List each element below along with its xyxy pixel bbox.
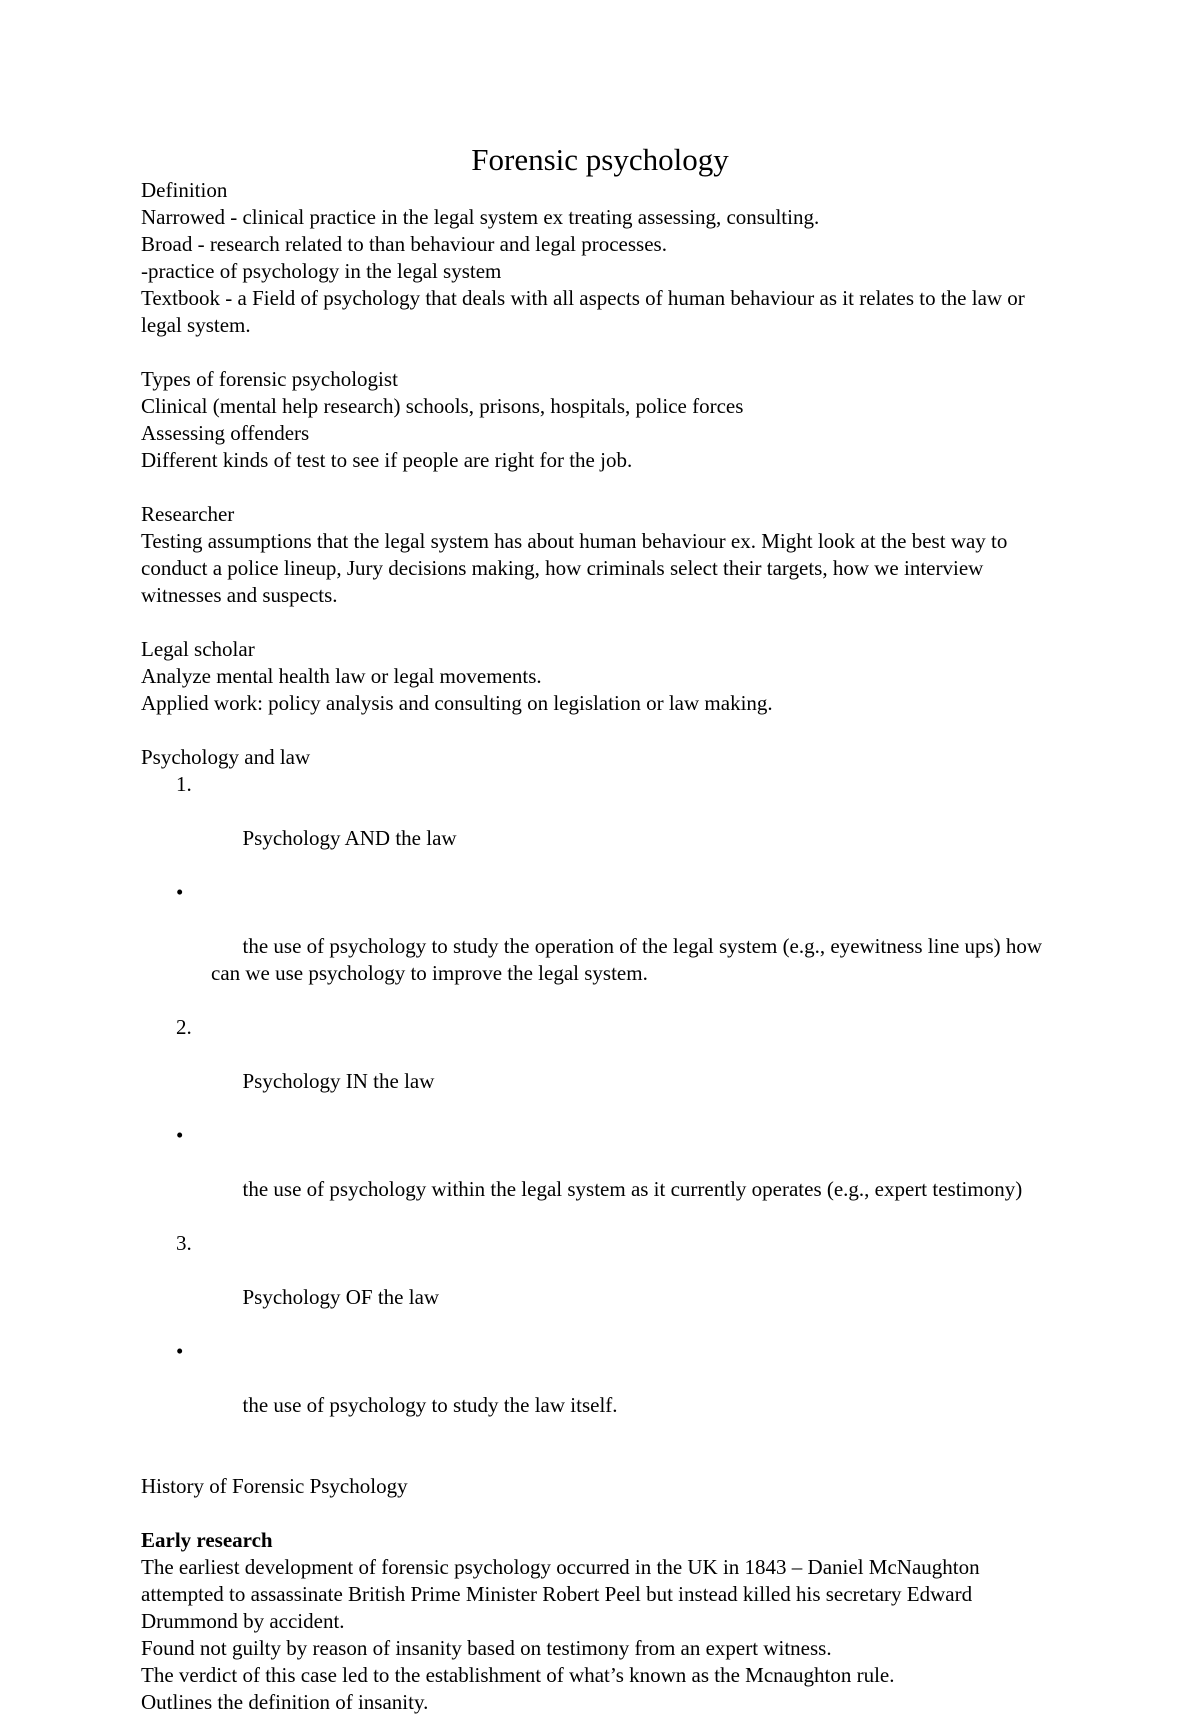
bullet-icon: • [176,1339,184,1363]
types-line: Different kinds of test to see if people are right for the job. [141,448,633,472]
spacer [141,339,1061,366]
early-research-heading: Early research [141,1528,273,1552]
researcher-heading: Researcher [141,502,235,526]
numbered-list-item [141,1230,1061,1338]
legal-scholar-heading: Legal scholar [141,637,255,661]
legal-scholar-line: Applied work: policy analysis and consulting on legislation or law making. [141,691,773,715]
spacer [141,1500,1061,1527]
types-line: Clinical (mental help research) schools, prisons, hospitals, police forces [141,394,744,418]
page-title: Forensic psychology [471,142,729,177]
early-research-line: The verdict of this case led to the establishment of what’s known as the Mcnaughton rule. [141,1663,895,1687]
bullet-icon: • [176,880,184,904]
bullet-text: the use of psychology to study the operation of the legal system (e.g., eyewitness line ups) how can we use psychology to improve the legal system. [211,934,1048,985]
list-item-label: Psychology OF the law [242,1285,440,1309]
types-heading: Types of forensic psychologist [141,367,398,391]
early-research-line: Found not guilty by reason of insanity based on testimony from an expert witness. [141,1636,832,1660]
bullet-list-item [141,879,1061,1014]
numbered-list-item [141,771,1061,879]
definition-heading: Definition [141,178,228,202]
definition-line: -practice of psychology in the legal system [141,259,502,283]
psychology-and-law-heading: Psychology and law [141,745,311,769]
early-research-line: Outlines the definition of insanity. [141,1690,429,1714]
definition-line: Textbook - a Field of psychology that deals with all aspects of human behaviour as it relates to the law or legal system. [141,286,1031,337]
definition-line: Narrowed - clinical practice in the legal system ex treating assessing, consulting. [141,205,820,229]
researcher-text: Testing assumptions that the legal system has about human behaviour ex. Might look at the best way to conduct a police lineup, Jury decisions making, how criminals select their targets, how we interview witnesses and suspects. [141,529,1013,607]
document-body [141,177,1061,1716]
list-number: 2. [176,1015,192,1039]
legal-scholar-line: Analyze mental health law or legal movements. [141,664,542,688]
spacer [141,1446,1061,1473]
early-research-paragraph: The earliest development of forensic psychology occurred in the UK in 1843 – Daniel McNaughton attempted to assassinate British Prime Minister Robert Peel but instead killed his secretary Edward Drummond by accident. [141,1555,985,1633]
list-number: 1. [176,772,192,796]
history-heading: History of Forensic Psychology [141,1474,408,1498]
bullet-text: the use of psychology to study the law itself. [242,1393,618,1417]
bullet-text: the use of psychology within the legal system as it currently operates (e.g., expert testimony) [242,1177,1023,1201]
spacer [141,474,1061,501]
types-line: Assessing offenders [141,421,310,445]
numbered-list-item [141,1014,1061,1122]
list-number: 3. [176,1231,192,1255]
bullet-icon: • [176,1123,184,1147]
spacer [141,717,1061,744]
list-item-label: Psychology IN the law [242,1069,435,1093]
definition-line: Broad - research related to than behaviour and legal processes. [141,232,667,256]
spacer [141,609,1061,636]
list-item-label: Psychology AND the law [242,826,457,850]
bullet-list-item [141,1338,1061,1446]
bullet-list-item [141,1122,1061,1230]
